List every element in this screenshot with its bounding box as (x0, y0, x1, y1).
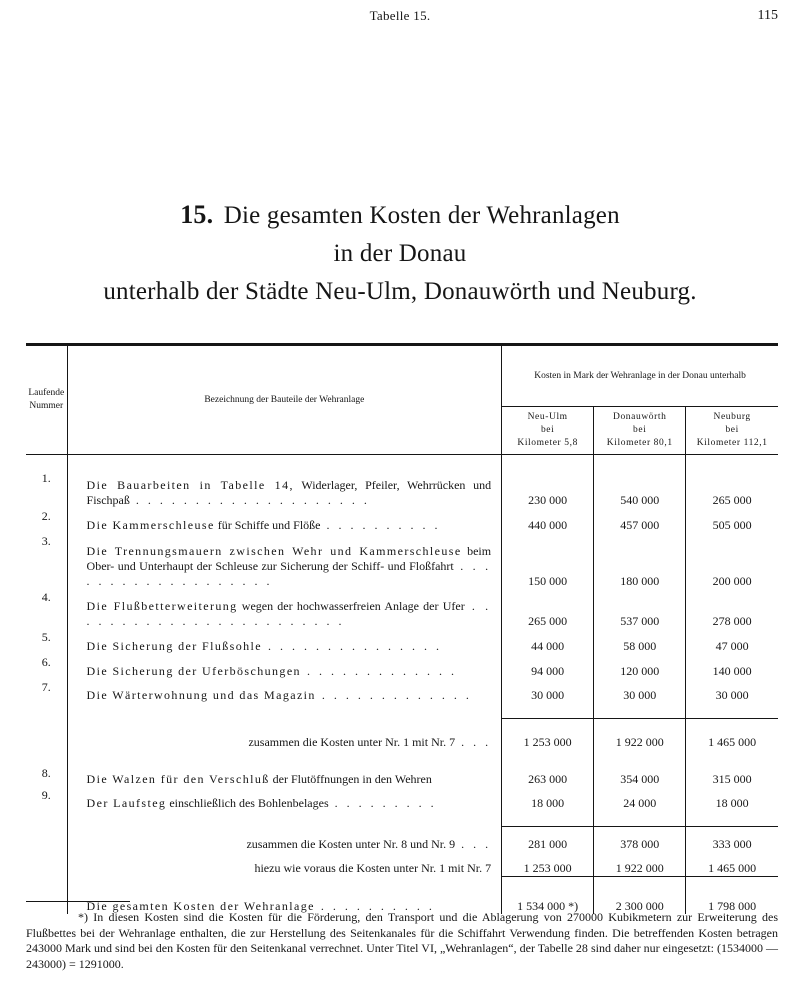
header-neuburg: Neuburg bei Kilometer 112,1 (686, 407, 778, 455)
table-number: 15. (180, 200, 214, 229)
table-row: 3. Die Trennungsmauern zwischen Wehr und Kammerschleuse beim Ober- und Unterhaupt der Schleuse zur Sicherung der Schiff- und Floßfahrt . . . . . . . . . . . . . . . . . . . 150 000 180 000 200 000 (26, 533, 778, 589)
table-title (0, 196, 800, 311)
table-row: 4. Die Flußbetterweiterung wegen der hochwasserfreien Anlage der Ufer . . . . . . . . . . . . . . . . . . . . . . . . 265 000 537 000 278 000 (26, 589, 778, 629)
running-title: Tabelle 15. (369, 8, 431, 23)
table-row: 2. Die Kammerschleuse für Schiffe und Flöße . . . . . . . . . . 440 000 457 000 505 000 (26, 508, 778, 533)
page-header (0, 8, 800, 28)
title-line-1 (0, 196, 800, 235)
table-row: 1. Die Bauarbeiten in Tabelle 14, Widerlager, Pfeiler, Wehrrücken und Fischpaß . . . . . . . . . . . . . . . . . . . . 230 000 540 000 265 000 (26, 470, 778, 508)
header-costs-group: Kosten in Mark der Wehranlage in der Donau unterhalb (502, 345, 778, 407)
header-neu-ulm: Neu-Ulm bei Kilometer 5,8 (502, 407, 594, 455)
table-row: 6. Die Sicherung der Uferböschungen . . . . . . . . . . . . . 94 000 120 000 140 000 (26, 654, 778, 679)
table-row: 8. Die Walzen für den Verschluß der Flutöffnungen in den Wehren 263 000 354 000 315 000 (26, 765, 778, 787)
cost-table (26, 343, 778, 914)
subtotal-row-1: zusammen die Kosten unter Nr. 1 mit Nr. 7 . . . 1 253 000 1 922 000 1 465 000 (26, 718, 778, 750)
carry-row: hiezu wie voraus die Kosten unter Nr. 1 mit Nr. 7 1 253 000 1 922 000 1 465 000 (26, 852, 778, 876)
header-description: Bezeichnung der Bauteile der Wehranlage (67, 345, 502, 455)
footnote: *) In diesen Kosten sind die Kosten für die Förderung, den Transport und die Ablagerung von 270000 Kubikmetern zur Erweiterung des Flußbettes bei der Wehranlage enthalten, die zur Herstellung des Seitenkanales für die Schiffahrt Verwendung finden. Die betreffenden Kosten betragen 243000 Mark und sind bei den Kosten für den Seitenkanal verrechnet. Unter Titel VI, „Wehranlagen“, der Tabelle 28 sind daher nur eingesetzt: (1534000 — 243000) = 1291000. (26, 910, 778, 971)
total-row: Die gesamten Kosten der Wehranlage . . . . . . . . . . 1 534 000 *) 2 300 000 1 798 000 (26, 876, 778, 914)
table-row: 9. Der Laufsteg einschließlich des Bohlenbelages . . . . . . . . . 18 000 24 000 18 000 (26, 787, 778, 811)
title-line-3: unterhalb der Städte Neu-Ulm, Donauwörth und Neuburg. (103, 278, 697, 305)
title-line-1-text: Die gesamten Kosten der Wehranlagen (223, 202, 620, 229)
subtotal-row-2: zusammen die Kosten unter Nr. 8 und Nr. 9 . . . 281 000 378 000 333 000 (26, 826, 778, 852)
header-donauwoerth: Donauwörth bei Kilometer 80,1 (594, 407, 686, 455)
table-row: 5. Die Sicherung der Flußsohle . . . . . . . . . . . . . . . 44 000 58 000 47 000 (26, 629, 778, 654)
cost-table-container (26, 343, 778, 914)
title-line-2: in der Donau (333, 240, 467, 267)
page-number: 115 (757, 8, 778, 23)
table-row: 7. Die Wärterwohnung und das Magazin . . . . . . . . . . . . . 30 000 30 000 30 000 (26, 679, 778, 703)
header-number: Laufende Nummer (26, 345, 67, 455)
footnote-divider (26, 901, 130, 902)
